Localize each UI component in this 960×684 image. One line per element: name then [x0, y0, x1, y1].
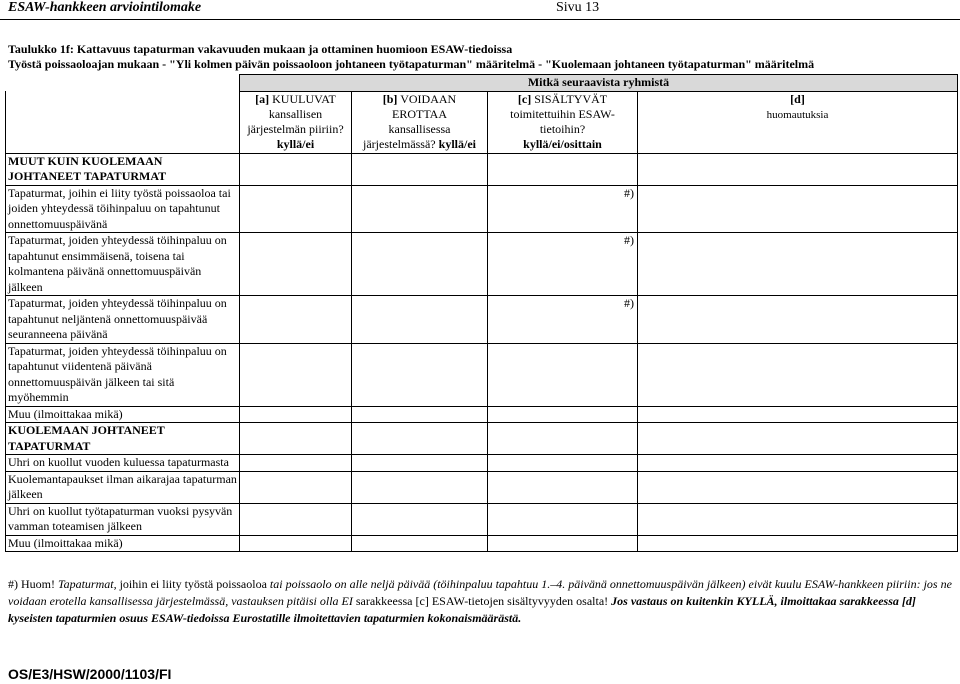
table-row-label: Tapaturmat, joiden yhteydessä töihinpaluu on tapahtunut neljäntenä onnettomuuspäivää seuranneena päivänä: [6, 296, 240, 344]
document-header-title: ESAW-hankkeen arviointilomake: [8, 0, 202, 15]
table-row-label: Muu (ilmoittakaa mikä): [6, 535, 240, 552]
section-nonfatal-heading: MUUT KUIN KUOLEMAAN JOHTANEET TAPATURMAT: [6, 153, 240, 185]
column-c-header: [c] SISÄLTYVÄT toimitettuihin ESAW- tietoihin? kyllä/ei/osittain: [488, 91, 638, 153]
group-header: Mitkä seuraavista ryhmistä: [240, 75, 958, 92]
document-reference: OS/E3/HSW/2000/1103/FI: [8, 666, 172, 682]
table-row-label: Tapaturmat, joiden yhteydessä töihinpaluu on tapahtunut ensimmäisenä, toisena tai kolmantena päivänä onnettomuuspäivän jälkeen: [6, 233, 240, 296]
table-row-label: Uhri on kuollut vuoden kuluessa tapaturmasta: [6, 455, 240, 472]
table-row-label: Tapaturmat, joiden yhteydessä töihinpaluu on tapahtunut viidentenä päivänä onnettomuuspäivän jälkeen tai sitä myöhemmin: [6, 343, 240, 406]
column-b-header: [b] VOIDAAN EROTTAA kansallisessa järjestelmässä? kyllä/ei: [352, 91, 488, 153]
table-row-label: Kuolemantapaukset ilman aikarajaa tapaturman jälkeen: [6, 471, 240, 503]
column-a-header: [a] KUULUVAT kansallisen järjestelmän piiriin? kyllä/ei: [240, 91, 352, 153]
coverage-table: [5, 74, 958, 552]
table-row-label: Tapaturmat, joihin ei liity työstä poissaoloa tai joiden yhteydessä töihinpaluu on tapahtunut onnettomuuspäivänä: [6, 185, 240, 233]
page-number: Sivu 13: [556, 0, 600, 15]
table-row-label: Muu (ilmoittakaa mikä): [6, 406, 240, 423]
footnote-mark: #): [488, 296, 638, 344]
footnote-mark: #): [488, 185, 638, 233]
footnote-mark: #): [488, 233, 638, 296]
section-fatal-heading: KUOLEMAAN JOHTANEET TAPATURMAT: [6, 423, 240, 455]
table-row-label: Uhri on kuollut työtapaturman vuoksi pysyvän vamman toteamisen jälkeen: [6, 503, 240, 535]
table-subcaption: Työstä poissaoloajan mukaan - "Yli kolmen päivän poissaoloon johtaneen työtapaturman" määritelmä - "Kuolemaan johtaneen työtapaturman" määritelmä: [8, 57, 815, 71]
table-caption: Taulukko 1f: Kattavuus tapaturman vakavuuden mukaan ja ottaminen huomioon ESAW-tiedoissa: [8, 42, 513, 56]
header-divider: [0, 19, 960, 20]
column-d-header: [d] huomautuksia: [638, 91, 958, 153]
footnote: #) Huom! Tapaturmat, joihin ei liity työstä poissaoloa tai poissaolo on alle neljä päivää (töihinpaluu tapahtuu 1.–4. päivänä onnettomuuspäivän jälkeen) eivät kuulu ESAW-hankkeen piiriin: jos ne voidaan erotella kansallisessa järjestelmässä, vastauksen pitäisi olla EI sarakkeessa [c] ESAW-tietojen sisältyvyyden osalta! Jos vastaus on kuitenkin KYLLÄ, ilmoittakaa sarakkeessa [d] kyseisten tapaturmien osuus ESAW-tiedoissa Eurostatille ilmoitettavien tapaturmien kokonaismäärästä.: [8, 577, 952, 625]
